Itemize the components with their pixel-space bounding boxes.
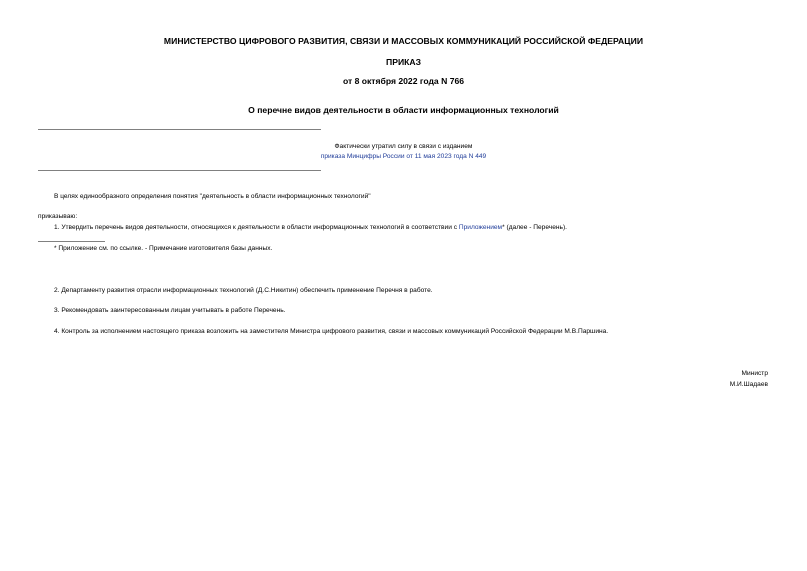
signatory-name: М.И.Шадаев <box>729 381 768 388</box>
item-3: 3. Рекомендовать заинтересованным лицам учитывать в работе Перечень. <box>54 307 286 314</box>
appendix-link[interactable]: Приложением <box>458 224 503 231</box>
item-1 <box>54 224 567 231</box>
ministry-name: МИНИСТЕРСТВО ЦИФРОВОГО РАЗВИТИЯ, СВЯЗИ И МАССОВЫХ КОММУНИКАЦИЙ РОССИЙСКОЙ ФЕДЕРАЦИИ <box>163 36 644 46</box>
document-type: ПРИКАЗ <box>386 57 421 67</box>
preamble-text: В целях единообразного определения понятия "деятельность в области информационных технологий" <box>54 193 371 200</box>
order-date-number: от 8 октября 2022 года N 766 <box>342 76 465 86</box>
footnote: * Приложение см. по ссылке. - Примечание изготовителя базы данных. <box>54 245 273 252</box>
signatory-position: Министр <box>741 370 768 377</box>
footnote-divider <box>38 241 105 242</box>
order-directive: приказываю: <box>38 213 78 220</box>
item-2: 2. Департаменту развития отрасли информационных технологий (Д.С.Никитин) обеспечить применение Перечня в работе. <box>54 287 433 294</box>
status-note: Фактически утратил силу в связи с изданием <box>334 143 473 150</box>
item-1-text: 1. Утвердить перечень видов деятельности, относящихся к деятельности в области информационных технологий в соответствии с <box>54 224 459 231</box>
order-title: О перечне видов деятельности в области информационных технологий <box>248 105 559 115</box>
status-divider-top <box>38 129 321 130</box>
status-divider-bottom <box>38 170 321 171</box>
item-4: 4. Контроль за исполнением настоящего приказа возложить на заместителя Министра цифрового развития, связи и массовых коммуникаций Российской Федерации М.В.Паршина. <box>54 328 609 335</box>
item-1-tail: * (далее - Перечень). <box>502 224 567 231</box>
superseding-order-link[interactable]: приказа Минцифры России от 11 мая 2023 года N 449 <box>320 153 487 160</box>
